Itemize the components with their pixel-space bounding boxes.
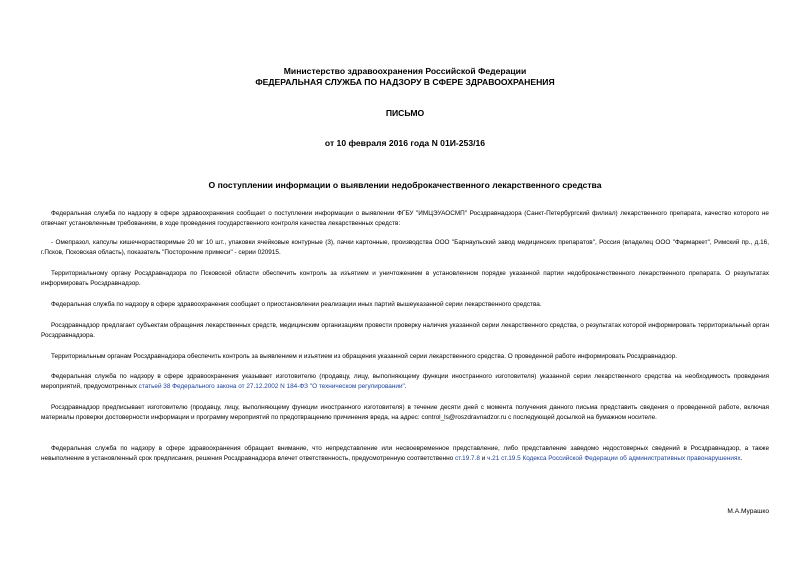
header-service: ФЕДЕРАЛЬНАЯ СЛУЖБА ПО НАДЗОРУ В СФЕРЕ ЗДРАВООХРАНЕНИЯ	[255, 77, 555, 87]
paragraph-9-and: и	[479, 455, 488, 463]
paragraph-6: Территориальным органам Росздравнадзора обеспечить контроль за выявлением и изъятием из обращения указанной серии лекарственного средства. О проведенной работе информировать Росздравнадзор.	[51, 353, 678, 360]
doc-type: ПИСЬМО	[385, 108, 425, 118]
signature: М.А.Мурашко	[727, 508, 769, 515]
paragraph-8: Росздравнадзор предписывает изготовителю (продавцу, лицу, выполняющему функции иностранного изготовителя) в течение десяти дней с момента получения данного письма представить сведения о проведенной работе, включая материалы проверки достоверности информации и программу мероприятий по предотвращению причинения вреда, на адрес: control_ls@roszdravnadzor.ru с последующей досылкой на бумажном носителе.	[41, 404, 769, 422]
koap-19-7-8-link[interactable]: ст.19.7.8	[454, 455, 480, 463]
paragraph-7-text: Федеральная служба по надзору в сфере здравоохранения указывает изготовителю (продавцу, лицу, выполняющему функции иностранного изготовителя) указанной серии лекарственного средства на необходимость проведения мероприятий, предусмотренных	[41, 373, 769, 391]
paragraph-9-end: .	[740, 455, 743, 463]
paragraph-3: Территориальному органу Росздравнадзора по Псковской области обеспечить контроль за изъятием и уничтожением в установленном порядке указанной партии недоброкачественного лекарственного препарата. О результатах информировать Росздравнадзор.	[41, 270, 769, 288]
doc-date-number: от 10 февраля 2016 года N 01И-253/16	[324, 138, 486, 148]
paragraph-7-end: .	[404, 383, 407, 391]
paragraph-2: - Омепразол, капсулы кишечнорастворимые 20 мг 10 шт., упаковки ячейковые контурные (3), пачки картонные, производства ООО "Барнаульский завод медицинских препаратов", Россия (владелец ООО "Фармаркет", Римский пр., д.16, г.Псков, Псковская область), показатель "Посторонние примеси" - серии 020915.	[41, 239, 769, 257]
paragraph-9	[41, 444, 769, 465]
paragraph-9-text: Федеральная служба по надзору в сфере здравоохранения обращает внимание, что непредставление или несвоевременное представление, либо представление заведомо недостоверных сведений в Росздравнадзор, а также невыполнение в установленный срок предписания, решения Росздравнадзора влечет ответственность, предусмотренную соответственно	[41, 445, 769, 463]
paragraph-7	[41, 372, 769, 393]
law-184fz-link[interactable]: статьей 38 Федерального закона от 27.12.2002 N 184-ФЗ "О техническом регулировании"	[138, 383, 405, 391]
koap-19-5-link[interactable]: ч.21 ст.19.5	[487, 455, 521, 463]
header-ministry: Министерство здравоохранения Российской Федерации	[283, 66, 527, 76]
paragraph-1: Федеральная служба по надзору в сфере здравоохранения сообщает о поступлении информации о выявлении ФГБУ "ИМЦЭУАОСМП" Росздравнадзора (Санкт-Петербургский филиал) лекарственного препарата, качество которого не отвечает установленным требованиям, в ходе проведения государственного контроля качества лекарственных средств:	[41, 210, 769, 228]
doc-subject: О поступлении информации о выявлении недоброкачественного лекарственного средства	[208, 180, 602, 190]
koap-code-link[interactable]: Кодекса Российской Федерации об административных правонарушениях	[522, 455, 741, 463]
paragraph-5: Росздравнадзор предлагает субъектам обращения лекарственных средств, медицинским организациям провести проверку наличия указанной серии лекарственного средства, о результатах которой информировать территориальный орган Росздравнадзора.	[41, 322, 769, 340]
paragraph-4: Федеральная служба по надзору в сфере здравоохранения сообщает о приостановлении реализации иных партий вышеуказанной серии лекарственного средства.	[51, 301, 542, 308]
